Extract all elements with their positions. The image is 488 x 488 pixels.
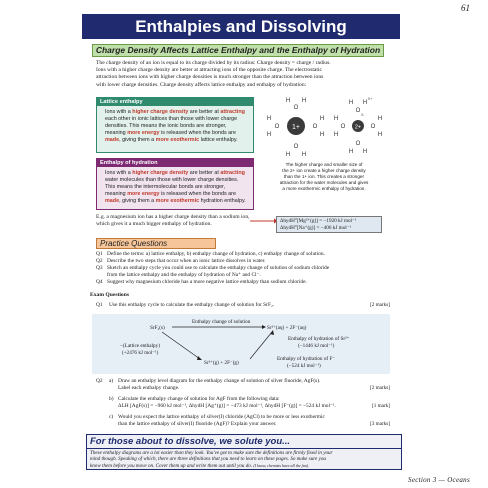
water-hydrogen: H [348, 100, 354, 106]
question-text: ΔLH [AgF(s)] = −960 kJ mol⁻¹, ΔhydH [Ag⁺(g)] = −473 kJ mol⁻¹, ΔhydH [F⁻(g)] = −524 kJ mol⁻¹. [118, 402, 336, 409]
text-run: is released when the bonds are [159, 190, 236, 197]
section-footer: Section 3 — Oceans [408, 476, 470, 484]
text-run: Ions with a [105, 170, 133, 176]
section-heading: Charge Density Affects Lattice Enthalpy and the Enthalpy of Hydration [92, 44, 384, 57]
text-run: This means the intermolecular bonds are stronger, [105, 183, 226, 190]
water-oxygen: O [293, 144, 299, 150]
water-hydrogen: H [377, 132, 383, 138]
highlight-text: made [105, 197, 120, 204]
water-oxygen: O [274, 124, 280, 130]
water-hydrogen: H [333, 116, 339, 122]
water-hydrogen: H [301, 152, 307, 158]
intro-line: attraction between ions with higher charge densities is much stronger than the attraction between ions [96, 74, 324, 81]
text-run: water molecules than those with lower charge densities. [105, 176, 239, 183]
cycle-mid: Sr²⁺(g) + 2F⁻(g) [204, 360, 239, 366]
text-run: , giving them a [119, 197, 156, 204]
caption-line: a more exothermic enthalpy of hydration. [282, 186, 366, 191]
page-number: 61 [461, 3, 470, 13]
summary-text [87, 449, 401, 470]
highlight-text: higher charge density [132, 109, 189, 115]
text-run: is released when the bonds are [159, 129, 236, 136]
highlight-text: more exothermic [155, 197, 200, 204]
question-text: Would you expect the lattice enthalpy of silver(I) chloride (AgCl) to be more or less exothermic [118, 414, 325, 420]
summary-line: These enthalpy diagrams are a lot easier than they look. You've got to make sure the definitions are firmly fixed in your [90, 450, 333, 456]
question-number: Q4 [96, 278, 103, 285]
cycle-right2-value: (−524 kJ mol⁻¹) [287, 363, 321, 369]
intro-line: The charge density of an ion is equal to its charge divided by its radius: Charge density = charge / radius. [96, 60, 331, 66]
highlight-text: more exothermic [155, 136, 200, 143]
diagram-caption [262, 162, 386, 192]
question-text: Label each enthalpy change. [118, 384, 180, 391]
practice-q2 [96, 258, 396, 265]
text-run: Ions with a [105, 109, 133, 115]
intro-line: Ions with a higher charge density are better at attracting ions of the opposite charge. The electrostatic [96, 67, 323, 74]
practice-q1 [96, 251, 396, 258]
partial-charge-plus: δ+ [367, 97, 373, 101]
water-hydrogen: H [362, 100, 368, 106]
water-oxygen: O [340, 124, 346, 130]
highlight-text: made [105, 136, 120, 143]
cycle-start: SrF₂(s) [150, 325, 165, 331]
exam-q1 [96, 302, 396, 309]
cycle-right1-value: (−1446 kJ mol⁻¹) [298, 343, 335, 349]
question-number: Q2 [96, 257, 103, 264]
water-oxygen: O [355, 108, 361, 114]
marks-label: [2 marks] [369, 302, 390, 308]
highlight-text: attracting [220, 109, 245, 115]
water-oxygen: O [370, 124, 376, 130]
water-hydrogen: H [377, 116, 383, 122]
exam-q2b [109, 396, 395, 410]
question-text: Draw an enthalpy level diagram for the enthalpy change of solution of silver fluoride, AgF(s). [118, 378, 321, 384]
arrow-icon [250, 217, 278, 225]
marks-label: [2 marks] [369, 385, 390, 391]
cycle-top-label: Enthalpy change of solution [192, 319, 251, 325]
question-text: Calculate the enthalpy change of solution for AgF from the following data: [118, 396, 280, 402]
question-text: Sketch an enthalpy cycle you could use to calculate the enthalpy change of solution of sodium chloride [107, 264, 330, 271]
water-oxygen: O [293, 105, 299, 111]
ion-hydration-diagram [262, 92, 390, 162]
question-number: Q1 [96, 302, 103, 308]
caption-line: the 2+ ion create a higher charge density [282, 168, 366, 173]
question-number: Q1 [96, 251, 103, 257]
summary-heading: For those about to dissolve, we solute you... [87, 435, 401, 449]
text-run: meaning [105, 190, 128, 197]
practice-heading: Practice Questions [96, 238, 216, 249]
text-run: each other in ionic lattices than those with lower charge [105, 115, 238, 122]
question-part-label: b) [109, 396, 114, 402]
cycle-left-label: −(Lattice enthalpy) [120, 343, 160, 349]
text-run: are better at [188, 170, 221, 176]
text-run: , giving them a [119, 136, 156, 143]
text-run: meaning [105, 129, 128, 136]
exam-heading: Exam Questions [90, 292, 130, 298]
hydration-formula-box [276, 216, 382, 233]
water-oxygen: O [355, 141, 361, 147]
water-hydrogen: H [348, 149, 354, 155]
cycle-end: Sr²⁺(aq) + 2F⁻(aq) [267, 325, 307, 331]
cycle-right2-label: Enthalpy of hydration of F⁻ [277, 356, 336, 362]
summary-line: know them before you move on. Cover them up and write them out until you do. [90, 462, 253, 469]
water-hydrogen: H [333, 132, 339, 138]
example-text [96, 214, 271, 228]
water-hydrogen: H [285, 152, 291, 158]
question-text: than the lattice enthalpy of silver(I) fluoride (AgF)? Explain your answer. [118, 420, 277, 427]
caption-line: attraction for the water molecules and gives [279, 180, 369, 185]
summary-aside: (I know, chemists have all the fun). [253, 462, 310, 468]
caption-line: The higher charge and smaller size of [285, 162, 363, 167]
lattice-enthalpy-box [96, 97, 254, 153]
highlight-text: more energy [127, 190, 160, 197]
exam-q2 [96, 378, 396, 392]
practice-q4 [96, 279, 396, 286]
water-oxygen: O [312, 124, 318, 130]
question-text: Define the terms: a) lattice enthalpy, b) enthalpy change of hydration, c) enthalpy change of solution. [107, 251, 325, 257]
highlight-text: more energy [127, 129, 160, 136]
caption-line: than the 1+ ion. This creates a stronger [284, 174, 364, 179]
question-number: Q2 [96, 378, 103, 384]
summary-box [86, 434, 402, 470]
lattice-enthalpy-heading: Lattice enthalpy [97, 98, 253, 106]
question-part-label: c) [109, 414, 114, 420]
question-part-label: a) [109, 378, 114, 384]
water-hydrogen: H [266, 132, 272, 138]
cycle-right1-label: Enthalpy of hydration of Sr²⁺ [288, 336, 350, 342]
hydration-enthalpy-heading: Enthalpy of hydration [97, 159, 253, 167]
intro-paragraph [96, 60, 400, 89]
exam-q2c [109, 414, 395, 428]
formula-line: ΔhydH°[Mg²⁺(g)] = −1920 kJ mol⁻¹ [280, 218, 357, 224]
ion-2plus-cluster [334, 97, 382, 155]
partial-charge-minus: δ- [361, 113, 365, 117]
intro-line: with lower charge densities. Charge density affects lattice enthalpy and enthalpy of hydration: [96, 81, 307, 88]
example-line: which gives it a much bigger enthalpy of hydration. [96, 221, 212, 228]
highlight-text: higher charge density [132, 170, 189, 176]
question-text: Use this enthalpy cycle to calculate the enthalpy change of solution for SrF₂. [109, 302, 275, 308]
hydration-enthalpy-text [97, 167, 253, 208]
text-run: densities. This means the ionic bonds are stronger, [105, 122, 227, 129]
practice-q3 [96, 265, 396, 279]
summary-line: mind though. Speaking of which, there are three definitions that you need to learn on these pages. So make sure you [90, 456, 326, 463]
ion-1plus-cluster [267, 98, 324, 158]
water-hydrogen: H [319, 116, 325, 122]
water-hydrogen: H [266, 116, 272, 122]
water-hydrogen: H [319, 132, 325, 138]
practice-questions [96, 251, 396, 286]
question-text: Describe the two steps that occur when an ionic lattice dissolves in water. [107, 257, 266, 264]
enthalpy-cycle-diagram [92, 314, 390, 374]
hydration-enthalpy-box [96, 158, 254, 210]
formula-line: ΔhydH°[Na⁺(g)] = −406 kJ mol⁻¹ [280, 225, 352, 232]
water-hydrogen: H [362, 149, 368, 155]
text-run: hydration enthalpy. [199, 197, 246, 204]
ion-1plus-label: 1+ [292, 124, 300, 131]
cycle-left-value: (+2476 kJ mol⁻¹) [122, 350, 159, 356]
page-title: Enthalpies and Dissolving [82, 14, 400, 39]
example-line: E.g. a magnesium ion has a higher charge density than a sodium ion, [96, 214, 250, 220]
text-run: lattice enthalpy. [199, 136, 238, 143]
lattice-enthalpy-text [97, 106, 253, 147]
ion-2plus-label: 2+ [354, 124, 362, 131]
water-hydrogen: H [285, 98, 291, 104]
question-number: Q3 [96, 264, 103, 271]
marks-label: [3 marks] [369, 421, 390, 427]
question-text: Suggest why magnesium chloride has a more negative lattice enthalpy than sodium chloride. [107, 278, 307, 285]
question-text: from the lattice enthalpy and the enthalpy of hydration of Na⁺ and Cl⁻. [107, 271, 261, 278]
marks-label: [1 mark] [371, 403, 390, 409]
exam-q2a [96, 378, 396, 392]
water-hydrogen: H [301, 98, 307, 104]
highlight-text: attracting [220, 170, 245, 176]
text-run: are better at [188, 109, 221, 115]
